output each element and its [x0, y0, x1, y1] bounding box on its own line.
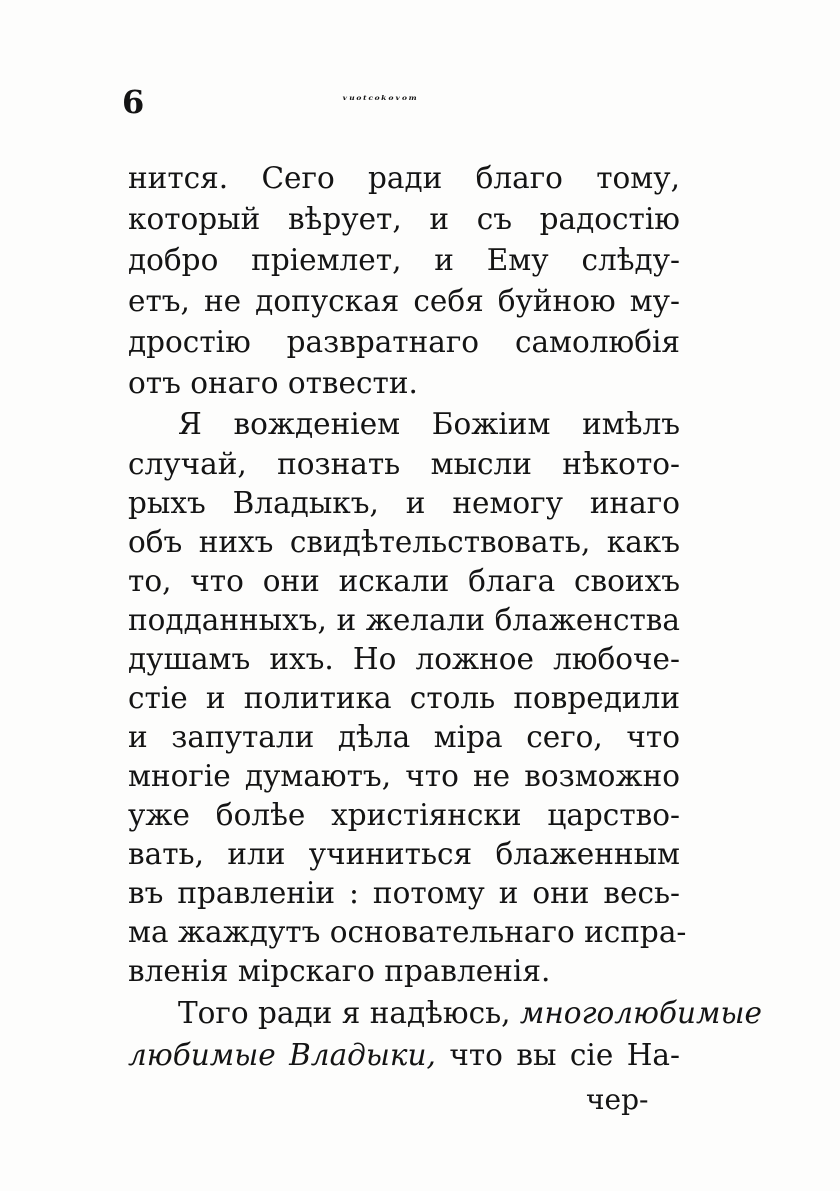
- text-line: душамъ ихъ. Но ложное любоче-: [128, 642, 680, 676]
- text-line: вленія мірскаго правленія.: [128, 954, 551, 988]
- text-line: Я вожденіем Божіим имѣлъ: [178, 407, 680, 441]
- page-number: 6: [122, 83, 145, 121]
- text-line: [178, 993, 762, 1033]
- text-line: многіе думаютъ, что не возможно: [128, 759, 680, 793]
- text-line: ма жаждутъ основательнаго испра-: [128, 915, 687, 949]
- text-line: то, что они искали блага своихъ: [128, 564, 680, 598]
- text-line: вать, или учиниться блаженным: [128, 837, 680, 871]
- text-line: объ нихъ свидѣтельствовать, какъ: [128, 525, 680, 559]
- header-ornament: ᵛᵘᵒᵗᶜᵒᵏᵒᵛᵒᵐ: [342, 93, 419, 107]
- text-line: дростію развратнаго самолюбія: [128, 325, 680, 359]
- italic-span: многолюбимые: [519, 996, 762, 1030]
- text-line: который вѣрует, и съ радостію: [128, 202, 680, 236]
- text-line: [128, 1035, 680, 1075]
- text-line: подданныхъ, и желали блаженства: [128, 603, 680, 637]
- text-line: добро пріемлет, и Ему слѣду-: [128, 243, 680, 277]
- text-line: и запутали дѣла міра сего, что: [128, 720, 680, 754]
- text-line: нится. Сего ради благо тому,: [128, 161, 680, 195]
- text-line: въ правленіи : потому и они весь-: [128, 876, 680, 910]
- text-span: Того ради я надѣюсь,: [178, 996, 520, 1030]
- text-line: уже болѣе христіянски царство-: [128, 798, 680, 832]
- text-line: отъ онаго отвести.: [128, 366, 418, 400]
- catchword: чер-: [586, 1083, 649, 1116]
- text-line: случай, познать мысли нѣкото-: [128, 447, 680, 481]
- text-line: рыхъ Владыкъ, и немогу инаго: [128, 486, 680, 520]
- text-line: етъ, не допуская себя буйною му-: [128, 284, 680, 318]
- text-line: стіе и политика столь повредили: [128, 681, 680, 715]
- text-span: что вы сіе На-: [435, 1038, 680, 1072]
- italic-span: любимые Владыки,: [128, 1038, 436, 1072]
